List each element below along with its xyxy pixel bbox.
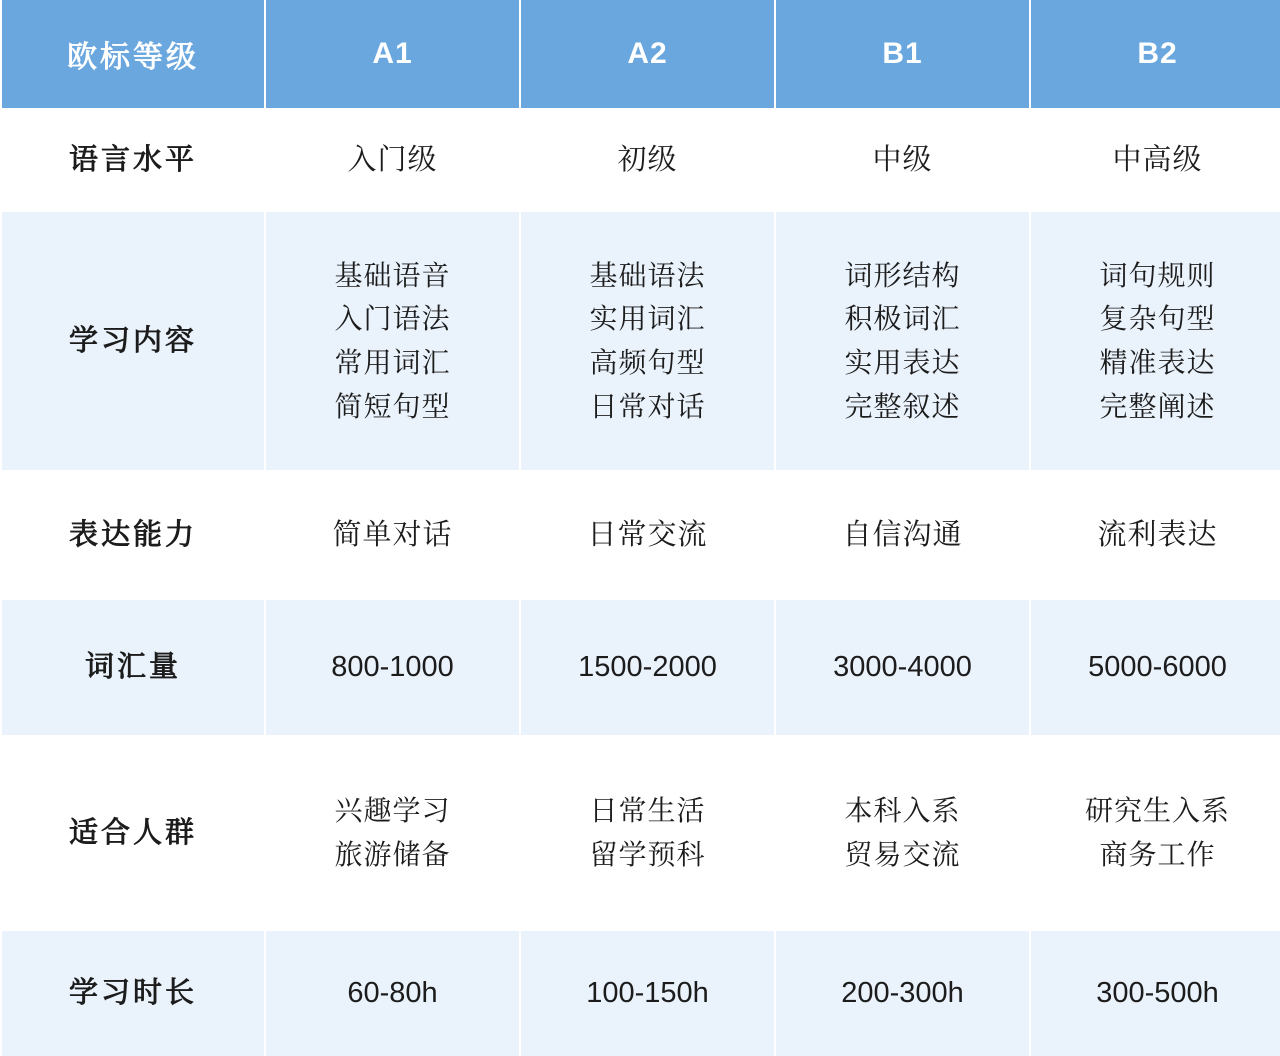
cell-study-hours-a2: 100-150h — [521, 931, 774, 1056]
row-label-vocabulary-size: 词汇量 — [2, 600, 264, 735]
table-row — [2, 600, 1280, 735]
row-label-study-content: 学习内容 — [2, 212, 264, 470]
cell-study-hours-b1: 200-300h — [776, 931, 1029, 1056]
cell-line: 词形结构 — [844, 259, 961, 291]
cell-vocabulary-size-a2: 1500-2000 — [521, 600, 774, 735]
cell-language-level-a2: 初级 — [521, 108, 774, 212]
cell-line: 入门语法 — [334, 303, 451, 335]
cell-study-content-b2 — [1031, 212, 1280, 470]
header-cell-category: 欧标等级 — [2, 0, 264, 108]
cell-line: 词句规则 — [1099, 259, 1216, 291]
cell-line: 本科入系 — [844, 795, 961, 827]
cell-study-content-a1 — [266, 212, 519, 470]
cell-line: 商务工作 — [1099, 839, 1216, 870]
cell-line: 实用表达 — [844, 347, 961, 378]
header-cell-b1: B1 — [776, 0, 1029, 108]
cell-line: 日常生活 — [589, 795, 706, 827]
cell-expression-ability-a2: 日常交流 — [521, 470, 774, 600]
table-header-row — [2, 0, 1280, 108]
cell-language-level-a1: 入门级 — [266, 108, 519, 212]
cell-target-audience-a2 — [521, 735, 774, 931]
cell-line: 旅游储备 — [334, 839, 451, 870]
cell-study-hours-a1: 60-80h — [266, 931, 519, 1056]
header-cell-a1: A1 — [266, 0, 519, 108]
cell-line: 贸易交流 — [844, 839, 961, 870]
cell-vocabulary-size-a1: 800-1000 — [266, 600, 519, 735]
cell-study-content-b1 — [776, 212, 1029, 470]
cell-expression-ability-b2: 流利表达 — [1031, 470, 1280, 600]
row-label-language-level: 语言水平 — [2, 108, 264, 212]
table-row — [2, 108, 1280, 212]
table-row — [2, 931, 1280, 1056]
cell-line: 留学预科 — [589, 839, 706, 870]
cell-line: 高频句型 — [589, 347, 706, 378]
cell-line: 日常对话 — [589, 390, 706, 422]
cell-language-level-b2: 中高级 — [1031, 108, 1280, 212]
cell-line: 积极词汇 — [844, 303, 961, 335]
table-row — [2, 735, 1280, 931]
header-cell-b2: B2 — [1031, 0, 1280, 108]
table-header — [2, 0, 1280, 108]
row-label-target-audience: 适合人群 — [2, 735, 264, 931]
cell-line: 简短句型 — [334, 390, 451, 422]
row-label-study-hours: 学习时长 — [2, 931, 264, 1056]
cell-expression-ability-b1: 自信沟通 — [776, 470, 1029, 600]
cell-line: 研究生入系 — [1084, 795, 1230, 827]
row-label-expression-ability: 表达能力 — [2, 470, 264, 600]
cell-line: 基础语法 — [589, 259, 706, 291]
cell-line: 完整阐述 — [1099, 390, 1216, 422]
cell-line: 常用词汇 — [334, 347, 451, 378]
cell-target-audience-a1 — [266, 735, 519, 931]
cell-vocabulary-size-b2: 5000-6000 — [1031, 600, 1280, 735]
cell-line: 兴趣学习 — [334, 795, 451, 827]
cell-line: 基础语音 — [334, 259, 451, 291]
cell-line: 复杂句型 — [1099, 303, 1216, 335]
cell-study-hours-b2: 300-500h — [1031, 931, 1280, 1056]
cell-line: 实用词汇 — [589, 303, 706, 335]
table-row — [2, 470, 1280, 600]
cell-target-audience-b1 — [776, 735, 1029, 931]
cell-expression-ability-a1: 简单对话 — [266, 470, 519, 600]
table-row — [2, 212, 1280, 470]
cell-study-content-a2 — [521, 212, 774, 470]
cell-language-level-b1: 中级 — [776, 108, 1029, 212]
header-cell-a2: A2 — [521, 0, 774, 108]
cell-vocabulary-size-b1: 3000-4000 — [776, 600, 1029, 735]
cell-line: 完整叙述 — [844, 390, 961, 422]
cell-target-audience-b2 — [1031, 735, 1280, 931]
cell-line: 精准表达 — [1099, 347, 1216, 378]
table-body — [2, 108, 1280, 1056]
